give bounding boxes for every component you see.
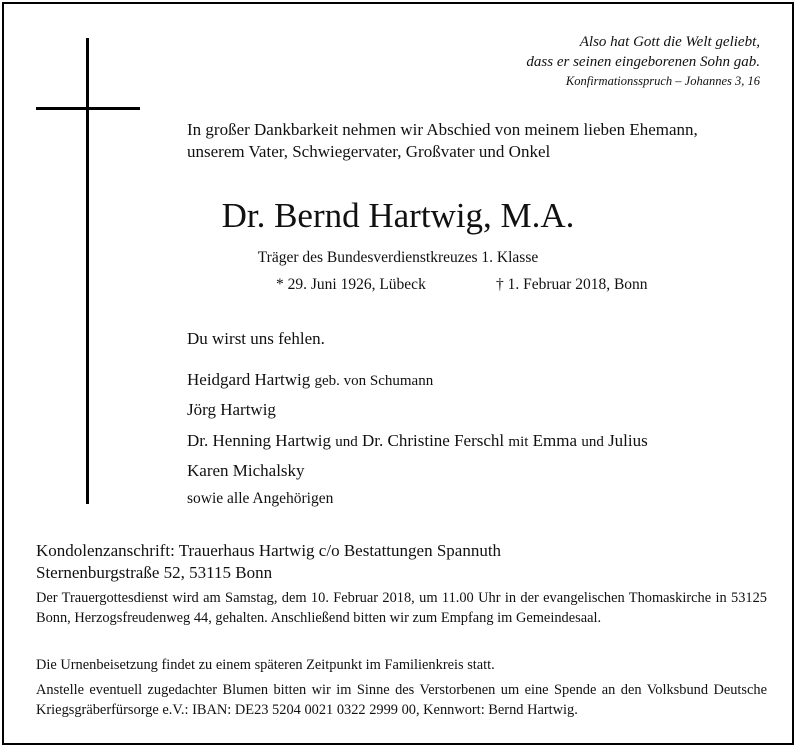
- mourner-3-name-d: Julius: [608, 431, 648, 450]
- mourner-1: [187, 370, 433, 390]
- urn-notice: Die Urnenbeisetzung findet zu einem späteren Zeitpunkt im Familienkreis statt.: [36, 657, 495, 673]
- mourner-3-and-2: und: [581, 434, 604, 450]
- mourner-3-name-a: Dr. Henning Hartwig: [187, 431, 332, 450]
- mourner-3-with: mit: [508, 434, 529, 450]
- mourner-4: Karen Michalsky: [187, 461, 305, 480]
- verse-source: Konfirmationsspruch – Johannes 3, 16: [565, 74, 760, 88]
- cross-horizontal-bar: [36, 107, 140, 110]
- mourner-3-and-1: und: [335, 434, 358, 450]
- verse-line-1: Also hat Gott die Welt geliebt,: [579, 34, 760, 50]
- mourner-2: Jörg Hartwig: [187, 400, 276, 419]
- verse-line-2: dass er seinen eingeborenen Sohn gab.: [526, 54, 760, 70]
- mourner-3-name-b: Dr. Christine Ferschl: [362, 431, 505, 450]
- intro-line-2: unserem Vater, Schwiegervater, Großvater und Onkel: [187, 142, 551, 161]
- farewell-message: Du wirst uns fehlen.: [187, 329, 325, 348]
- birth-date: * 29. Juni 1926, Lübeck: [276, 276, 426, 293]
- death-date: † 1. Februar 2018, Bonn: [496, 276, 648, 293]
- mourner-1-note: geb. von Schumann: [314, 373, 434, 389]
- obituary-notice: [2, 2, 794, 745]
- mourner-3-name-c: Emma: [532, 431, 578, 450]
- mourner-5: sowie alle Angehörigen: [187, 490, 334, 507]
- deceased-name: Dr. Bernd Hartwig, M.A.: [221, 196, 575, 235]
- intro-line-1: In großer Dankbarkeit nehmen wir Abschied von meinem lieben Ehemann,: [187, 120, 698, 139]
- donation-notice: Anstelle eventuell zugedachter Blumen bitten wir im Sinne des Verstorbenen um eine Spende an den Volksbund Deutsche Kriegsgräberfürsorge e.V.: IBAN: DE23 5204 0021 0322 2999 00, Kennwort: Bernd Hartwig.: [36, 682, 767, 718]
- deceased-honor: Träger des Bundesverdienstkreuzes 1. Klasse: [257, 249, 539, 266]
- mourner-1-name: Heidgard Hartwig: [187, 370, 311, 389]
- service-notice: Der Trauergottesdienst wird am Samstag, dem 10. Februar 2018, um 11.00 Uhr in der evangelischen Thomaskirche in 53125 Bonn, Herzogsfreudenweg 44, gehalten. Anschließend bitten wir zum Empfang im Gemeindesaal.: [36, 590, 767, 626]
- condolence-line-2: Sternenburgstraße 52, 53115 Bonn: [36, 563, 273, 582]
- mourner-3: [187, 431, 648, 451]
- condolence-line-1: Kondolenzanschrift: Trauerhaus Hartwig c/o Bestattungen Spannuth: [36, 541, 502, 560]
